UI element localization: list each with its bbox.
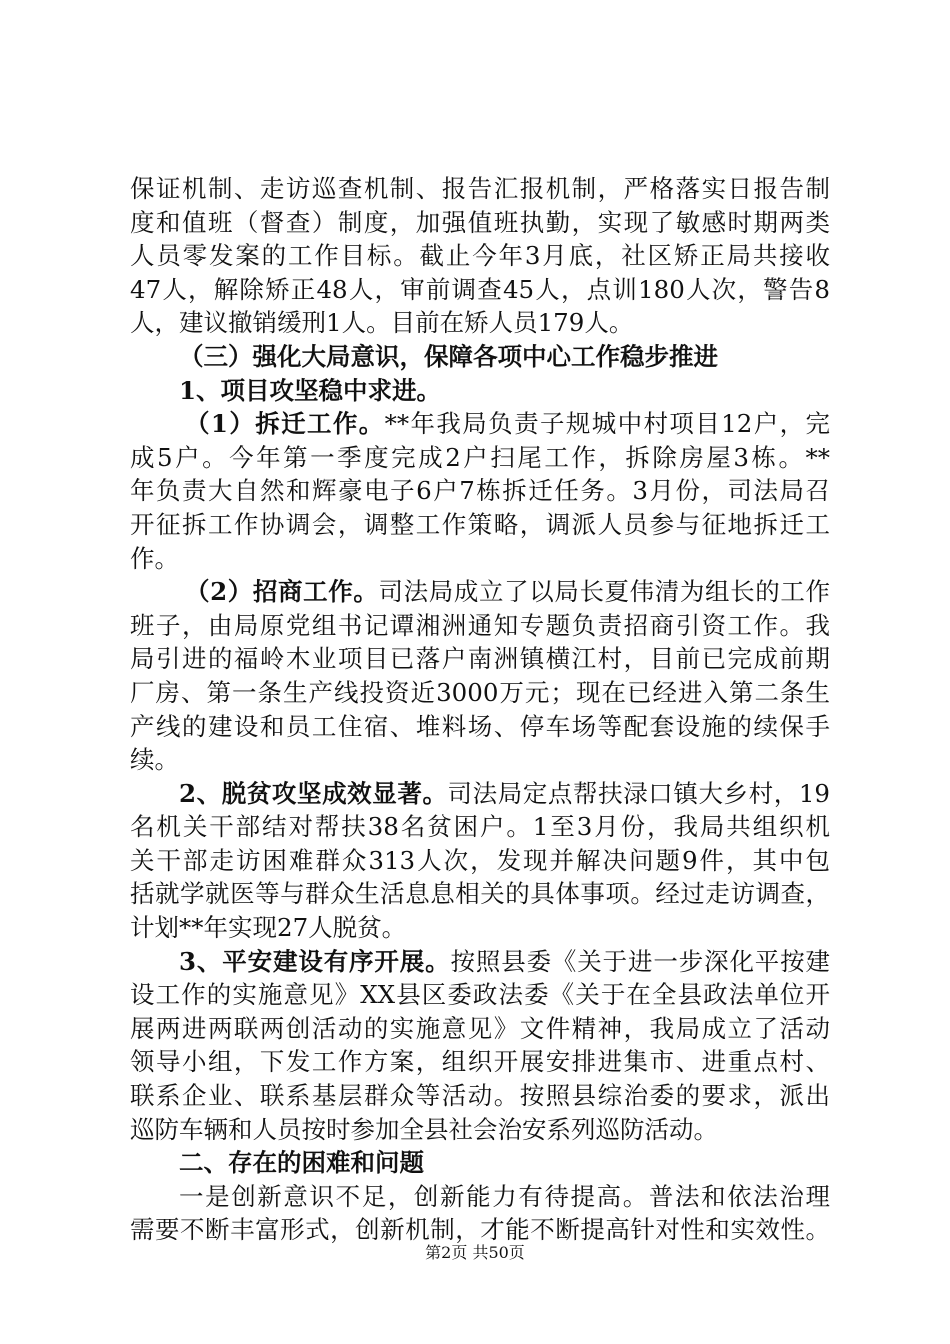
- section-heading: 二、存在的困难和问题: [179, 1148, 424, 1178]
- text-line: 局引进的福岭木业项目已落户南洲镇横江村，目前已完成前期: [130, 644, 830, 674]
- paragraph-first-line: （1）拆迁工作。**年我局负责子规城中村项目12户，完: [185, 409, 830, 439]
- subsection-heading: 1、项目攻坚稳中求进。: [179, 375, 442, 405]
- text-line: 产线的建设和员工住宿、堆料场、停车场等配套设施的续保手: [130, 711, 830, 741]
- text-line: 开征拆工作协调会，调整工作策略，调派人员参与征地拆迁工: [130, 509, 830, 539]
- text-line: 班子，由局原党组书记谭湘洲通知专题负责招商引资工作。我: [130, 610, 830, 640]
- text-line: 展两进两联两创活动的实施意见》文件精神，我局成立了活动: [130, 1013, 830, 1043]
- text-line: 需要不断丰富形式，创新机制，才能不断提高针对性和实效性。: [130, 1215, 830, 1245]
- text-line: 保证机制、走访巡查机制、报告汇报机制，严格落实日报告制: [130, 174, 830, 203]
- page-number-footer: 第2页 共50页: [425, 1243, 525, 1262]
- item-heading: （1）拆迁工作。: [185, 409, 385, 439]
- text-line: 领导小组，下发工作方案，组织开展安排进集市、进重点村、: [130, 1047, 830, 1077]
- item-heading: 3、平安建设有序开展。: [179, 946, 451, 976]
- text-line: 年负责大自然和辉豪电子6户7栋拆迁任务。3月份，司法局召: [130, 476, 830, 506]
- paragraph-first-line: 一是创新意识不足，创新能力有待提高。普法和依法治理: [179, 1181, 830, 1211]
- text-line: 作。: [130, 543, 179, 573]
- paragraph-first-line: 2、脱贫攻坚成效显著。司法局定点帮扶渌口镇大乡村，19: [179, 778, 830, 808]
- text-line: 续。: [130, 745, 179, 775]
- item-heading: （2）招商工作。: [185, 577, 379, 607]
- text-line: 47人，解除矫正48人，审前调查45人，点训180人次，警告8: [130, 274, 830, 304]
- text-line: 人员零发案的工作目标。截止今年3月底，社区矫正局共接收: [130, 241, 830, 271]
- text-line: 名机关干部结对帮扶38名贫困户。1至3月份，我局共组织机: [130, 812, 830, 842]
- paragraph-first-line: （2）招商工作。司法局成立了以局长夏伟清为组长的工作: [185, 577, 831, 607]
- text-line: 设工作的实施意见》XX县区委政法委《关于在全县政法单位开: [130, 980, 830, 1010]
- body-text: [130, 172, 830, 1247]
- item-heading: 2、脱贫攻坚成效显著。: [179, 778, 448, 808]
- text-line: 联系企业、联系基层群众等活动。按照县综治委的要求，派出: [130, 1081, 830, 1111]
- text-line: 厂房、第一条生产线投资近3000万元；现在已经进入第二条生: [130, 677, 830, 707]
- text-line: 成5户。今年第一季度完成2户扫尾工作，拆除房屋3栋。**: [130, 442, 830, 472]
- paragraph-first-line: 3、平安建设有序开展。按照县委《关于进一步深化平按建: [179, 946, 831, 976]
- text-line: 计划**年实现27人脱贫。: [130, 913, 407, 943]
- text-line: 关干部走访困难群众313人次，发现并解决问题9件，其中包: [130, 845, 830, 875]
- section-heading: （三）强化大局意识，保障各项中心工作稳步推进: [179, 341, 718, 371]
- text-line: 度和值班（督查）制度，加强值班执勤，实现了敏感时期两类: [130, 207, 830, 237]
- text-line: 人，建议撤销缓刑1人。目前在矫人员179人。: [130, 308, 634, 338]
- text-line: 巡防车辆和人员按时参加全县社会治安系列巡防活动。: [130, 1114, 718, 1144]
- text-line: 括就学就医等与群众生活息息相关的具体事项。经过走访调查，: [130, 879, 830, 909]
